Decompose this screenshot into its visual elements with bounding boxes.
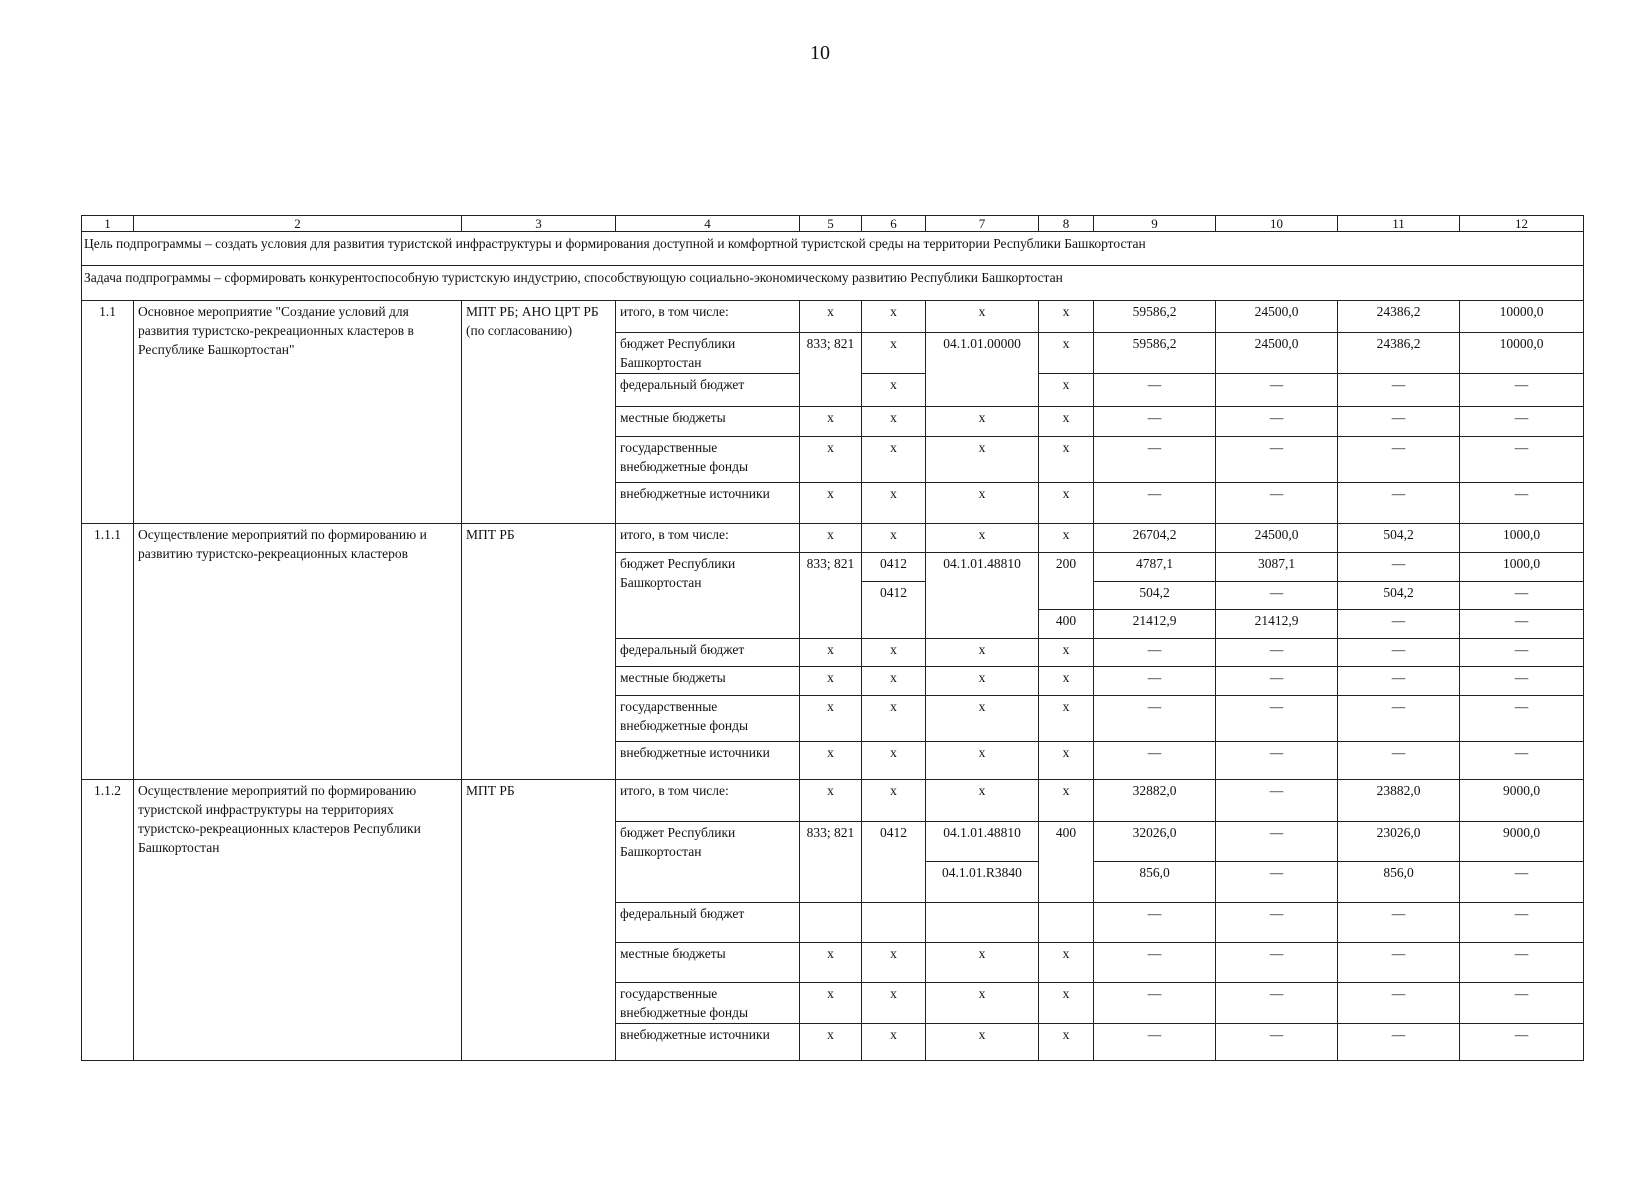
table-cell: —: [1094, 903, 1216, 943]
table-cell: 21412,9: [1216, 610, 1338, 639]
column-number: 9: [1094, 216, 1216, 232]
column-number: 11: [1338, 216, 1460, 232]
funding-source: федеральный бюджет: [616, 903, 800, 943]
table-cell: х: [800, 742, 862, 780]
funding-source: федеральный бюджет: [616, 639, 800, 667]
table-cell: х: [800, 667, 862, 696]
funding-source: внебюджетные источники: [616, 742, 800, 780]
table-cell: 04.1.01.48810: [926, 822, 1039, 862]
table-cell: х: [800, 639, 862, 667]
funding-source: государственные внебюджетные фонды: [616, 983, 800, 1024]
table-cell: —: [1216, 407, 1338, 437]
funding-source: бюджет Республики Башкортостан: [616, 553, 800, 639]
table-cell: —: [1216, 822, 1338, 862]
table-cell: х: [926, 780, 1039, 822]
table-cell: —: [1338, 483, 1460, 524]
funding-source: внебюджетные источники: [616, 483, 800, 524]
table-cell: —: [1338, 407, 1460, 437]
funding-source: бюджет Республики Башкортостан: [616, 822, 800, 903]
activity-name: Основное мероприятие "Создание условий для развития туристско-рекреационных кластеров в Республике Башкортостан": [134, 301, 462, 524]
table-cell: х: [862, 639, 926, 667]
item-number: 1.1.1: [82, 524, 134, 780]
table-cell: —: [1216, 780, 1338, 822]
executor: МПТ РБ: [462, 524, 616, 780]
table-cell: —: [1216, 742, 1338, 780]
table-cell: 23882,0: [1338, 780, 1460, 822]
table-cell: 23026,0: [1338, 822, 1460, 862]
table-cell: х: [1039, 943, 1094, 983]
table-cell: 32882,0: [1094, 780, 1216, 822]
column-number: 8: [1039, 216, 1094, 232]
table-cell: 833; 821: [800, 822, 862, 903]
table-cell: —: [1460, 639, 1584, 667]
table-cell: —: [1460, 696, 1584, 742]
activity-name: Осуществление мероприятий по формированию и развитию туристско-рекреационных кластеров: [134, 524, 462, 780]
table-cell: 200: [1039, 553, 1094, 610]
table-cell: х: [926, 437, 1039, 483]
goal-row: [82, 232, 1584, 266]
table-cell: 10000,0: [1460, 301, 1584, 333]
table-cell: х: [862, 483, 926, 524]
subprogram-task: Задача подпрограммы – сформировать конкурентоспособную туристскую индустрию, способствующую социально-экономическому развитию Республики Башкортостан: [82, 266, 1584, 301]
funding-source: бюджет Республики Башкортостан: [616, 333, 800, 374]
table-cell: 1000,0: [1460, 524, 1584, 553]
activity-name: Осуществление мероприятий по формированию туристской инфраструктуры на территориях туристско-рекреационных кластеров Республики Башкортостан: [134, 780, 462, 1061]
table-cell: 24500,0: [1216, 301, 1338, 333]
program-table: [81, 215, 1584, 1061]
table-cell: х: [862, 437, 926, 483]
funding-source: местные бюджеты: [616, 407, 800, 437]
table-cell: —: [1338, 639, 1460, 667]
table-cell: х: [926, 983, 1039, 1024]
table-cell: х: [1039, 742, 1094, 780]
page-number: 10: [810, 42, 830, 64]
table-cell: —: [1338, 1024, 1460, 1061]
table-cell: х: [862, 374, 926, 407]
funding-source: государственные внебюджетные фонды: [616, 696, 800, 742]
table-cell: —: [1460, 903, 1584, 943]
table-cell: 400: [1039, 822, 1094, 903]
table-cell: —: [1338, 983, 1460, 1024]
table-cell: 1000,0: [1460, 553, 1584, 582]
table-cell: —: [1216, 943, 1338, 983]
table-cell: х: [862, 407, 926, 437]
table-cell: —: [1338, 553, 1460, 582]
table-cell: 0412: [862, 582, 926, 639]
table-cell: х: [862, 696, 926, 742]
table-cell: —: [1094, 983, 1216, 1024]
table-cell: х: [862, 333, 926, 374]
executor: МПТ РБ: [462, 780, 616, 1061]
table-cell: х: [1039, 524, 1094, 553]
table-cell: —: [1460, 943, 1584, 983]
table-cell: х: [1039, 983, 1094, 1024]
table-cell: 10000,0: [1460, 333, 1584, 374]
table-cell: —: [1338, 667, 1460, 696]
table-cell: х: [1039, 639, 1094, 667]
table-row: [82, 780, 1584, 822]
column-number: 3: [462, 216, 616, 232]
table-cell: —: [1216, 667, 1338, 696]
table-cell: х: [926, 483, 1039, 524]
table-cell: х: [1039, 483, 1094, 524]
table-cell: 04.1.01.48810: [926, 553, 1039, 639]
table-cell: х: [800, 983, 862, 1024]
table-cell: —: [1216, 483, 1338, 524]
funding-source: федеральный бюджет: [616, 374, 800, 407]
table-cell: х: [862, 1024, 926, 1061]
table-cell: 833; 821: [800, 553, 862, 639]
table-cell: 504,2: [1338, 524, 1460, 553]
table-cell: —: [1094, 943, 1216, 983]
table-cell: —: [1094, 437, 1216, 483]
table-cell: —: [1460, 407, 1584, 437]
table-cell: х: [800, 1024, 862, 1061]
table-cell: —: [1094, 667, 1216, 696]
table-cell: х: [926, 639, 1039, 667]
item-number: 1.1: [82, 301, 134, 524]
table-cell: х: [800, 407, 862, 437]
table-cell: —: [1094, 696, 1216, 742]
table-cell: х: [926, 407, 1039, 437]
table-cell: х: [862, 780, 926, 822]
table-cell: [862, 903, 926, 943]
table-cell: х: [862, 943, 926, 983]
table-cell: 504,2: [1094, 582, 1216, 610]
table-cell: —: [1338, 374, 1460, 407]
table-cell: —: [1094, 742, 1216, 780]
table-cell: х: [1039, 407, 1094, 437]
table-cell: 24500,0: [1216, 333, 1338, 374]
table-cell: [800, 903, 862, 943]
table-cell: —: [1460, 374, 1584, 407]
table-cell: 04.1.01.R3840: [926, 862, 1039, 903]
subprogram-goal: Цель подпрограммы – создать условия для развития туристской инфраструктуры и формирования доступной и комфортной туристской среды на территории Республики Башкортостан: [82, 232, 1584, 266]
table-cell: 24386,2: [1338, 301, 1460, 333]
table-cell: 833; 821: [800, 333, 862, 407]
column-number: 12: [1460, 216, 1584, 232]
table-cell: —: [1216, 696, 1338, 742]
table-cell: 59586,2: [1094, 301, 1216, 333]
table-cell: х: [1039, 437, 1094, 483]
task-row: [82, 266, 1584, 301]
funding-source: внебюджетные источники: [616, 1024, 800, 1061]
table-cell: 9000,0: [1460, 822, 1584, 862]
table-cell: х: [862, 524, 926, 553]
column-number: 10: [1216, 216, 1338, 232]
table-cell: 04.1.01.00000: [926, 333, 1039, 407]
table-cell: —: [1094, 1024, 1216, 1061]
table-cell: 0412: [862, 822, 926, 903]
table-cell: —: [1460, 437, 1584, 483]
table-cell: х: [862, 301, 926, 333]
table-cell: х: [926, 301, 1039, 333]
table-cell: 21412,9: [1094, 610, 1216, 639]
table-cell: х: [1039, 780, 1094, 822]
table-cell: 24386,2: [1338, 333, 1460, 374]
table-cell: х: [926, 667, 1039, 696]
table-cell: х: [1039, 301, 1094, 333]
funding-source: государственные внебюджетные фонды: [616, 437, 800, 483]
column-number: 4: [616, 216, 800, 232]
table-cell: х: [800, 943, 862, 983]
table-cell: —: [1460, 667, 1584, 696]
funding-source: местные бюджеты: [616, 943, 800, 983]
table-cell: [1039, 903, 1094, 943]
table-cell: 59586,2: [1094, 333, 1216, 374]
table-cell: 24500,0: [1216, 524, 1338, 553]
executor: МПТ РБ; АНО ЦРТ РБ (по согласованию): [462, 301, 616, 524]
table-cell: 3087,1: [1216, 553, 1338, 582]
table-cell: —: [1216, 639, 1338, 667]
table-cell: —: [1094, 374, 1216, 407]
table-cell: —: [1460, 862, 1584, 903]
table-cell: х: [800, 524, 862, 553]
table-cell: —: [1338, 610, 1460, 639]
column-number: 7: [926, 216, 1039, 232]
table-cell: —: [1216, 862, 1338, 903]
table-cell: х: [1039, 1024, 1094, 1061]
table-cell: 9000,0: [1460, 780, 1584, 822]
table-cell: —: [1216, 374, 1338, 407]
table-cell: —: [1216, 437, 1338, 483]
funding-source: местные бюджеты: [616, 667, 800, 696]
table-cell: х: [862, 667, 926, 696]
item-number: 1.1.2: [82, 780, 134, 1061]
table-row: [82, 524, 1584, 553]
table-cell: х: [800, 437, 862, 483]
table-cell: 504,2: [1338, 582, 1460, 610]
table-cell: 856,0: [1338, 862, 1460, 903]
table-cell: х: [1039, 374, 1094, 407]
table-cell: х: [926, 524, 1039, 553]
table-cell: х: [926, 943, 1039, 983]
table-cell: х: [1039, 696, 1094, 742]
table-cell: —: [1338, 696, 1460, 742]
table-cell: —: [1460, 742, 1584, 780]
table-cell: х: [1039, 667, 1094, 696]
table-cell: х: [800, 301, 862, 333]
table-cell: х: [926, 742, 1039, 780]
funding-source: итого, в том числе:: [616, 780, 800, 822]
table-cell: —: [1338, 742, 1460, 780]
table-cell: —: [1216, 1024, 1338, 1061]
table-cell: х: [800, 483, 862, 524]
table-cell: 4787,1: [1094, 553, 1216, 582]
table-cell: —: [1094, 483, 1216, 524]
table-cell: —: [1460, 483, 1584, 524]
table-row: [82, 301, 1584, 333]
table-cell: х: [926, 696, 1039, 742]
column-number: 5: [800, 216, 862, 232]
table-cell: —: [1460, 582, 1584, 610]
table-cell: —: [1094, 407, 1216, 437]
table-cell: [926, 903, 1039, 943]
table-cell: —: [1094, 639, 1216, 667]
table-cell: —: [1460, 1024, 1584, 1061]
table-cell: 400: [1039, 610, 1094, 639]
table-cell: 856,0: [1094, 862, 1216, 903]
funding-source: итого, в том числе:: [616, 301, 800, 333]
funding-source: итого, в том числе:: [616, 524, 800, 553]
table-cell: —: [1216, 903, 1338, 943]
table-cell: 32026,0: [1094, 822, 1216, 862]
table-cell: —: [1216, 582, 1338, 610]
table-cell: х: [862, 983, 926, 1024]
table-cell: —: [1216, 983, 1338, 1024]
column-number: 6: [862, 216, 926, 232]
column-number: 1: [82, 216, 134, 232]
table-cell: —: [1338, 903, 1460, 943]
column-number: 2: [134, 216, 462, 232]
table-cell: х: [800, 696, 862, 742]
table-cell: —: [1460, 610, 1584, 639]
table-cell: 0412: [862, 553, 926, 582]
table-cell: х: [1039, 333, 1094, 374]
table-cell: —: [1460, 983, 1584, 1024]
column-number-row: [82, 216, 1584, 232]
table-cell: х: [862, 742, 926, 780]
table-cell: 26704,2: [1094, 524, 1216, 553]
table-cell: х: [800, 780, 862, 822]
table-cell: —: [1338, 943, 1460, 983]
table-cell: —: [1338, 437, 1460, 483]
table-cell: х: [926, 1024, 1039, 1061]
